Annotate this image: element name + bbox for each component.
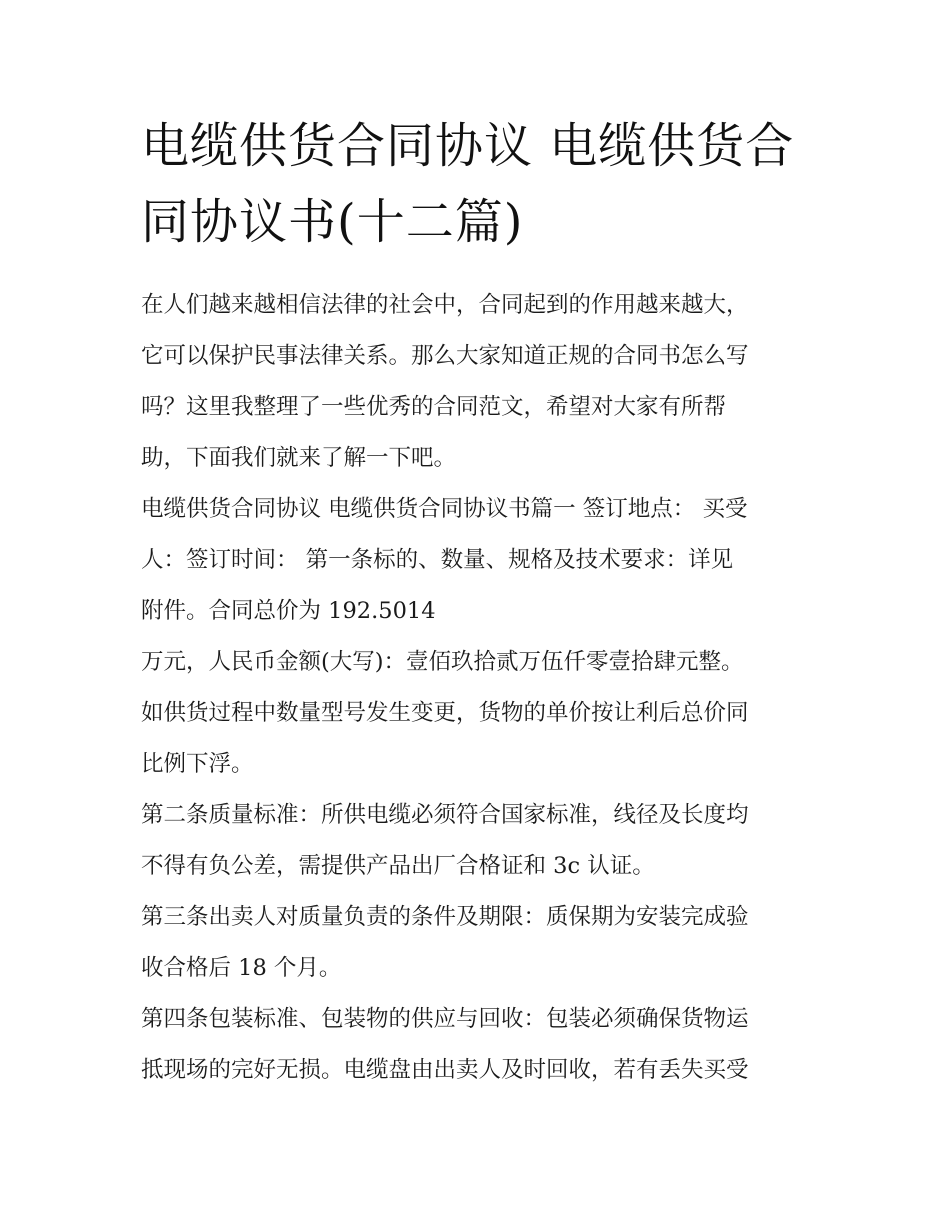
title-line: 电缆供货合同协议 电缆供货合: [141, 118, 795, 174]
text-line: 不得有负公差，需提供产品出厂合格证和 3c 认证。: [141, 853, 655, 879]
title-spacer: [141, 260, 821, 280]
text-line: 第二条质量标准：所供电缆必须符合国家标准，线径及长度均: [141, 802, 749, 828]
text-line: 抵现场的完好无损。电缆盘由出卖人及时回收，若有丢失买受: [141, 1057, 749, 1083]
text-line: 它可以保护民事法律关系。那么大家知道正规的合同书怎么写: [141, 343, 749, 369]
text-line: 电缆供货合同协议 电缆供货合同协议书篇一 签订地点： 买受: [141, 496, 748, 522]
text-line: 比例下浮。: [141, 751, 254, 777]
document-page: [141, 108, 821, 1096]
intro-paragraph: [141, 280, 821, 484]
article-three-paragraph: [141, 892, 821, 994]
article-one-paragraph: [141, 484, 821, 637]
document-title: [141, 108, 821, 260]
text-line: 在人们越来越相信法律的社会中，合同起到的作用越来越大，: [141, 292, 749, 318]
text-line: 第四条包装标准、包装物的供应与回收：包装必须确保货物运: [141, 1006, 749, 1032]
article-two-paragraph: [141, 790, 821, 892]
text-line: 万元，人民币金额(大写)：壹佰玖拾贰万伍仟零壹拾肆元整。: [141, 649, 744, 675]
price-paragraph: [141, 637, 821, 790]
text-line: 吗？这里我整理了一些优秀的合同范文，希望对大家有所帮: [141, 394, 727, 420]
title-line: 同协议书(十二篇): [141, 194, 524, 250]
text-line: 附件。合同总价为 192.5014: [141, 598, 436, 624]
text-line: 如供货过程中数量型号发生变更，货物的单价按让利后总价同: [141, 700, 749, 726]
text-line: 第三条出卖人对质量负责的条件及期限：质保期为安装完成验: [141, 904, 749, 930]
text-line: 助，下面我们就来了解一下吧。: [141, 445, 457, 471]
article-four-paragraph: [141, 994, 821, 1096]
text-line: 人：签订时间： 第一条标的、数量、规格及技术要求：详见: [141, 547, 734, 573]
text-line: 收合格后 18 个月。: [141, 955, 342, 981]
